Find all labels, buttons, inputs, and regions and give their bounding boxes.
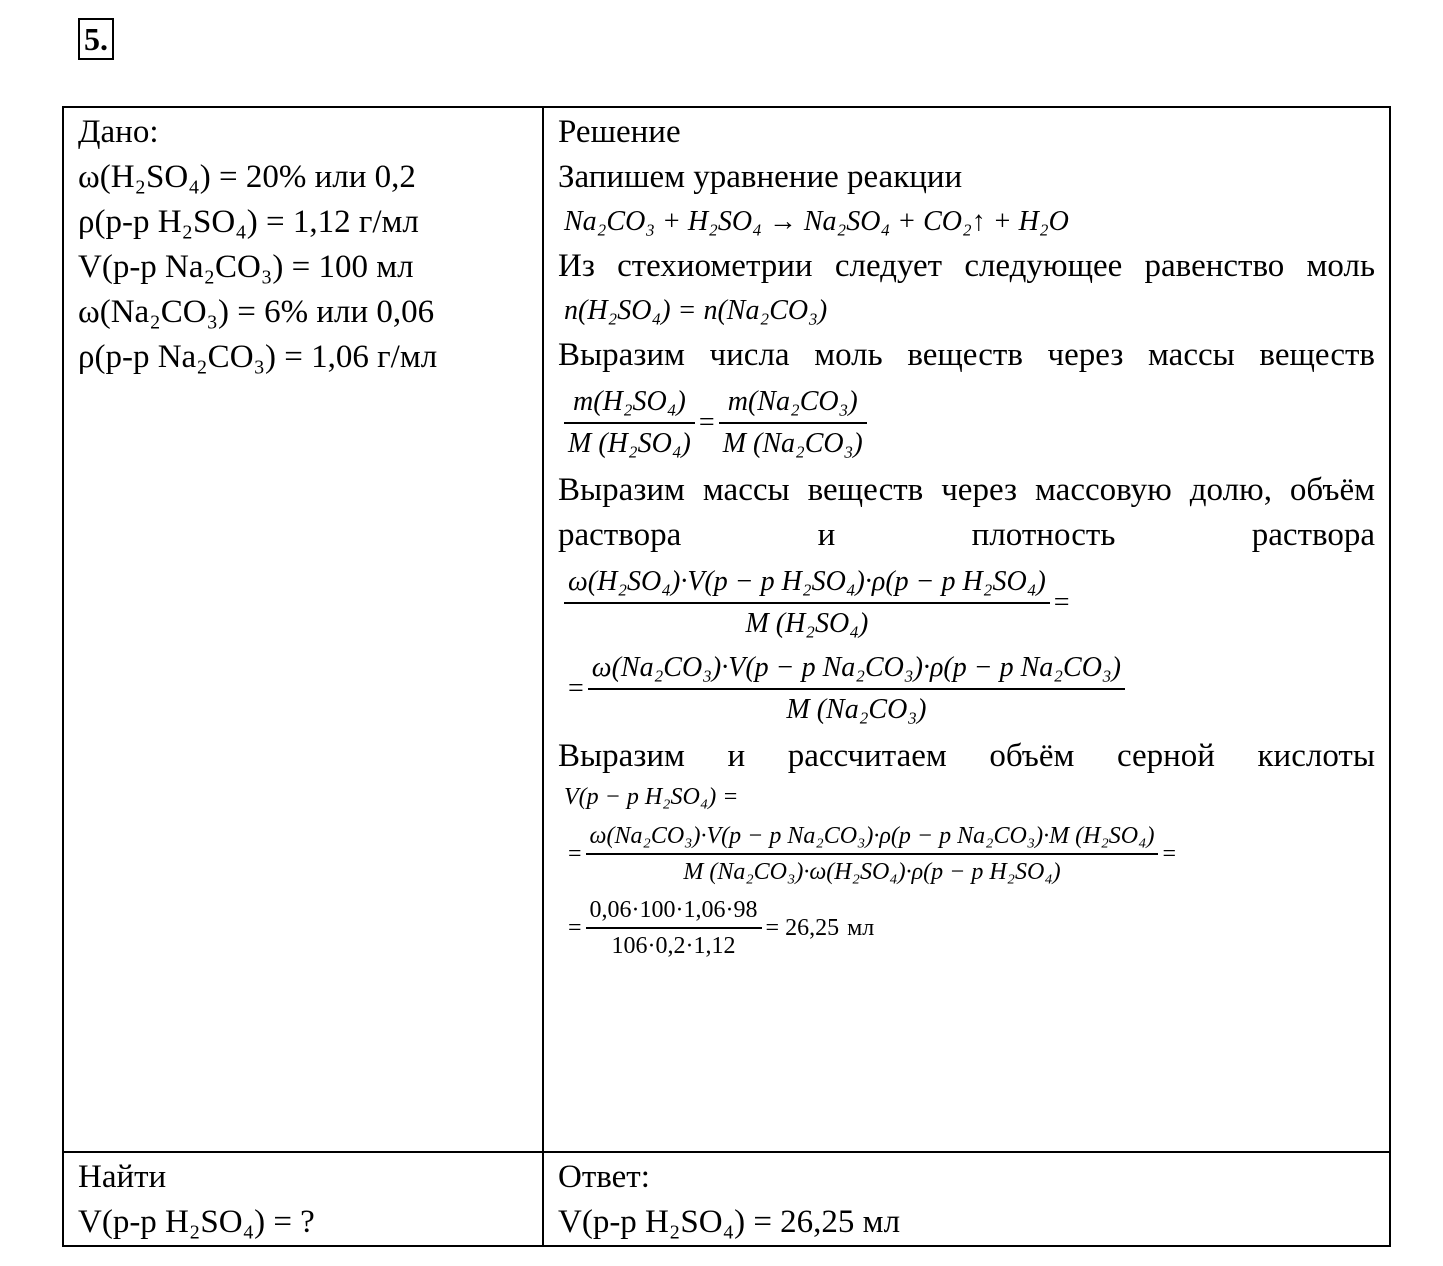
density-equation-top: $\frac{\text{ω(H₂SO₄)·V(p − p H₂SO₄)·ρ(p − p H₂SO₄)}}{\text{M (H₂SO₄)}}$ =	[558, 562, 1375, 644]
find-line: V(р-р H₂SO₄) = ?	[78, 1204, 315, 1240]
calculation-result: = 26,25	[765, 914, 840, 941]
given-line: ρ(р-р Na₂CO₃) = 1,06 г/мл	[78, 339, 438, 375]
solution-step-text: Запишем уравнение реакции	[558, 159, 963, 195]
find-title: Найти	[78, 1159, 167, 1195]
fraction	[564, 382, 695, 464]
answer-title: Ответ:	[558, 1159, 650, 1195]
find-cell	[63, 1152, 543, 1246]
given-cell	[63, 107, 543, 1152]
solution-title: Решение	[558, 114, 681, 150]
given-title: Дано:	[78, 114, 159, 150]
fraction-numerator: 0,06·100·1,06·98	[586, 893, 762, 929]
fraction-denominator: M (Na₂CO₃)	[786, 694, 927, 725]
fraction-numerator: ω(Na₂CO₃)·V(p − p Na₂CO₃)·ρ(p − p Na₂CO₃)·M (H₂SO₄)	[586, 819, 1159, 855]
answer-line: V(р-р H₂SO₄) = 26,25 мл	[558, 1204, 901, 1240]
answer-cell	[543, 1152, 1390, 1246]
given-line: V(р-р Na₂CO₃) = 100 мл	[78, 249, 414, 285]
fraction-denominator: M (Na₂CO₃)·ω(H₂SO₄)·ρ(p − p H₂SO₄)	[683, 859, 1061, 885]
fraction-denominator: M (H₂SO₄)	[568, 428, 691, 459]
fraction-numerator: ω(Na₂CO₃)·V(p − p Na₂CO₃)·ρ(p − p Na₂CO₃)	[588, 648, 1125, 690]
volume-lhs: V(p − p H₂SO₄) =	[564, 784, 739, 810]
moles-equation: n(H₂SO₄) = n(Na₂CO₃)	[564, 295, 828, 326]
fraction-numerator: ω(H₂SO₄)·V(p − p H₂SO₄)·ρ(p − p H₂SO₄)	[564, 562, 1050, 604]
fraction	[586, 819, 1159, 889]
fraction-denominator: M (Na₂CO₃)	[722, 428, 863, 459]
calculation-equation: = $\frac{0,06\cdot 100\cdot 1,06\cdot 98}{106\cdot 0,2\cdot 1,12}$ = 26,25 мл	[558, 893, 1375, 963]
solution-cell	[543, 107, 1390, 1152]
fraction	[588, 648, 1125, 730]
fraction-numerator: m(Na₂CO₃)	[719, 382, 867, 424]
problem-number: 5.	[78, 18, 114, 60]
solution-step-text: Выразим массы веществ через массовую долю, объём раствора и плотность раствора	[558, 472, 1375, 553]
fraction-denominator: M (H₂SO₄)	[745, 608, 869, 639]
fraction	[719, 382, 867, 464]
problem-table	[62, 106, 1391, 1247]
fraction	[564, 562, 1050, 644]
reaction-equation: Na₂CO₃ + H₂SO₄ → Na₂SO₄ + CO₂↑ + H₂O	[564, 206, 1069, 237]
fraction-numerator: m(H₂SO₄)	[564, 382, 695, 424]
given-line: ρ(р-р H₂SO₄) = 1,12 г/мл	[78, 204, 419, 240]
given-line: ω(H₂SO₄) = 20% или 0,2	[78, 159, 416, 195]
given-line: ω(Na₂CO₃) = 6% или 0,06	[78, 294, 435, 330]
mass-equation: $\frac{\text{m(H₂SO₄)}}{\text{M (H₂SO₄)}}$ = $\frac{\text{m(Na₂CO₃)}}{\text{M (Na₂CO₃)}}$	[558, 382, 1375, 464]
solution-step-text: Из стехиометрии следует следующее равенство моль	[558, 248, 1375, 284]
volume-equation: = $\frac{\text{ω(Na₂CO₃)·V(p − p Na₂CO₃)·ρ(p − p Na₂CO₃)·M (H₂SO₄)}}{\text{M (Na₂CO₃)·ω(H₂SO₄)·ρ(p − p H₂SO₄)}}$ =	[558, 819, 1375, 889]
solution-step-text: Выразим числа моль веществ через массы веществ	[558, 337, 1375, 373]
solution-step-text: Выразим и рассчитаем объём серной кислоты	[558, 738, 1375, 774]
fraction-denominator: 106·0,2·1,12	[611, 933, 736, 959]
calculation-unit: мл	[847, 914, 875, 941]
fraction	[586, 893, 762, 963]
density-equation-bottom: = $\frac{\text{ω(Na₂CO₃)·V(p − p Na₂CO₃)·ρ(p − p Na₂CO₃)}}{\text{M (Na₂CO₃)}}$	[558, 648, 1375, 730]
